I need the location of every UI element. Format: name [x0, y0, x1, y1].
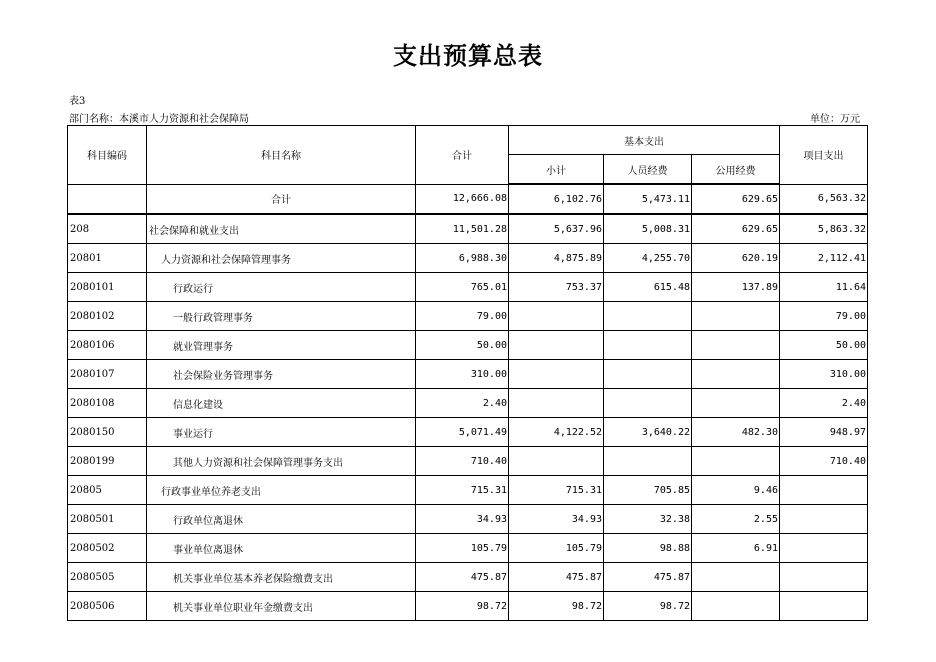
header-code: 科目编码 [68, 126, 147, 185]
cell-personnel [604, 331, 692, 360]
cell-subtotal: 98.72 [509, 592, 604, 621]
cell-project: 310.00 [780, 360, 868, 389]
cell-project [780, 563, 868, 592]
table-row [68, 360, 868, 389]
cell-code: 20801 [68, 244, 147, 273]
cell-total: 6,988.30 [416, 244, 509, 273]
cell-name: 就业管理事务 [147, 331, 416, 360]
cell-name: 事业运行 [147, 418, 416, 447]
header-basic: 基本支出 [509, 126, 780, 155]
cell-public [692, 360, 780, 389]
cell-name: 社会保障和就业支出 [147, 214, 416, 244]
page-title: 支出预算总表 [393, 41, 543, 70]
cell-code: 2080150 [68, 418, 147, 447]
table-row [68, 534, 868, 563]
cell-public [692, 563, 780, 592]
cell-total: 2.40 [416, 389, 509, 418]
cell-personnel: 705.85 [604, 476, 692, 505]
header-personnel: 人员经费 [604, 155, 692, 185]
cell-project [780, 476, 868, 505]
cell-subtotal: 105.79 [509, 534, 604, 563]
cell-subtotal: 475.87 [509, 563, 604, 592]
cell-personnel: 3,640.22 [604, 418, 692, 447]
cell-code: 2080501 [68, 505, 147, 534]
table-row [68, 302, 868, 331]
cell-total: 475.87 [416, 563, 509, 592]
cell-personnel: 5,008.31 [604, 214, 692, 244]
cell-subtotal: 4,122.52 [509, 418, 604, 447]
cell-public: 6.91 [692, 534, 780, 563]
table-label: 表3 [69, 96, 86, 107]
table-row [68, 447, 868, 476]
cell-code: 208 [68, 214, 147, 244]
cell-public: 9.46 [692, 476, 780, 505]
cell-total: 310.00 [416, 360, 509, 389]
cell-public [692, 302, 780, 331]
unit-label: 单位：万元 [810, 114, 860, 125]
total-row-label: 合计 [147, 184, 416, 214]
cell-project: 2.40 [780, 389, 868, 418]
cell-public: 137.89 [692, 273, 780, 302]
cell-project: 11.64 [780, 273, 868, 302]
table-row [68, 331, 868, 360]
header-subtotal: 小计 [509, 155, 604, 185]
cell-name: 事业单位离退休 [147, 534, 416, 563]
table-row [68, 476, 868, 505]
cell-project [780, 592, 868, 621]
cell-code: 2080502 [68, 534, 147, 563]
cell-name: 社会保险业务管理事务 [147, 360, 416, 389]
cell-code: 2080107 [68, 360, 147, 389]
cell-personnel: 98.72 [604, 592, 692, 621]
total-row [68, 184, 868, 214]
cell-total: 79.00 [416, 302, 509, 331]
cell-subtotal [509, 331, 604, 360]
cell-subtotal: 34.93 [509, 505, 604, 534]
table-row [68, 418, 868, 447]
cell-code: 2080106 [68, 331, 147, 360]
cell-subtotal [509, 302, 604, 331]
cell-public: 620.19 [692, 244, 780, 273]
header-project: 项目支出 [780, 126, 868, 185]
table-row [68, 244, 868, 273]
cell-code: 2080108 [68, 389, 147, 418]
cell-total: 715.31 [416, 476, 509, 505]
cell-project: 710.40 [780, 447, 868, 476]
cell-subtotal: 753.37 [509, 273, 604, 302]
cell-code: 2080505 [68, 563, 147, 592]
total-row-public: 629.65 [692, 184, 780, 214]
cell-name: 一般行政管理事务 [147, 302, 416, 331]
cell-personnel [604, 302, 692, 331]
cell-code: 2080102 [68, 302, 147, 331]
cell-code: 2080506 [68, 592, 147, 621]
total-row-personnel: 5,473.11 [604, 184, 692, 214]
cell-code: 20805 [68, 476, 147, 505]
cell-project: 79.00 [780, 302, 868, 331]
cell-code: 2080101 [68, 273, 147, 302]
total-row-project: 6,563.32 [780, 184, 868, 214]
cell-total: 34.93 [416, 505, 509, 534]
cell-personnel: 98.88 [604, 534, 692, 563]
cell-public [692, 389, 780, 418]
cell-personnel [604, 389, 692, 418]
cell-personnel: 475.87 [604, 563, 692, 592]
cell-name: 机关事业单位基本养老保险缴费支出 [147, 563, 416, 592]
header-name: 科目名称 [147, 126, 416, 185]
table-row [68, 563, 868, 592]
cell-subtotal: 715.31 [509, 476, 604, 505]
department-name: 部门名称：本溪市人力资源和社会保障局 [69, 114, 249, 125]
cell-public [692, 592, 780, 621]
cell-name: 其他人力资源和社会保障管理事务支出 [147, 447, 416, 476]
cell-public: 2.55 [692, 505, 780, 534]
cell-public [692, 331, 780, 360]
cell-subtotal: 5,637.96 [509, 214, 604, 244]
table-row [68, 505, 868, 534]
cell-total: 11,501.28 [416, 214, 509, 244]
cell-personnel: 615.48 [604, 273, 692, 302]
cell-personnel [604, 447, 692, 476]
cell-project [780, 534, 868, 563]
cell-total: 50.00 [416, 331, 509, 360]
cell-name: 信息化建设 [147, 389, 416, 418]
cell-total: 5,071.49 [416, 418, 509, 447]
cell-name: 行政运行 [147, 273, 416, 302]
cell-total: 98.72 [416, 592, 509, 621]
table-row [68, 214, 868, 244]
header-public: 公用经费 [692, 155, 780, 185]
budget-table [67, 125, 868, 621]
cell-project: 2,112.41 [780, 244, 868, 273]
cell-public: 482.30 [692, 418, 780, 447]
cell-project: 5,863.32 [780, 214, 868, 244]
cell-project [780, 505, 868, 534]
table-row [68, 389, 868, 418]
total-row-subtotal: 6,102.76 [509, 184, 604, 214]
cell-subtotal [509, 447, 604, 476]
cell-name: 行政单位离退休 [147, 505, 416, 534]
table-row [68, 273, 868, 302]
cell-total: 710.40 [416, 447, 509, 476]
cell-total: 765.01 [416, 273, 509, 302]
cell-subtotal [509, 360, 604, 389]
cell-public [692, 447, 780, 476]
cell-public: 629.65 [692, 214, 780, 244]
cell-subtotal: 4,875.89 [509, 244, 604, 273]
cell-code: 2080199 [68, 447, 147, 476]
cell-project: 50.00 [780, 331, 868, 360]
cell-personnel [604, 360, 692, 389]
cell-personnel: 4,255.70 [604, 244, 692, 273]
cell-total: 105.79 [416, 534, 509, 563]
header-total: 合计 [416, 126, 509, 185]
cell-personnel: 32.38 [604, 505, 692, 534]
table-row [68, 592, 868, 621]
cell-name: 行政事业单位养老支出 [147, 476, 416, 505]
cell-name: 人力资源和社会保障管理事务 [147, 244, 416, 273]
total-row-code [68, 184, 147, 214]
total-row-total: 12,666.08 [416, 184, 509, 214]
cell-project: 948.97 [780, 418, 868, 447]
cell-name: 机关事业单位职业年金缴费支出 [147, 592, 416, 621]
cell-subtotal [509, 389, 604, 418]
